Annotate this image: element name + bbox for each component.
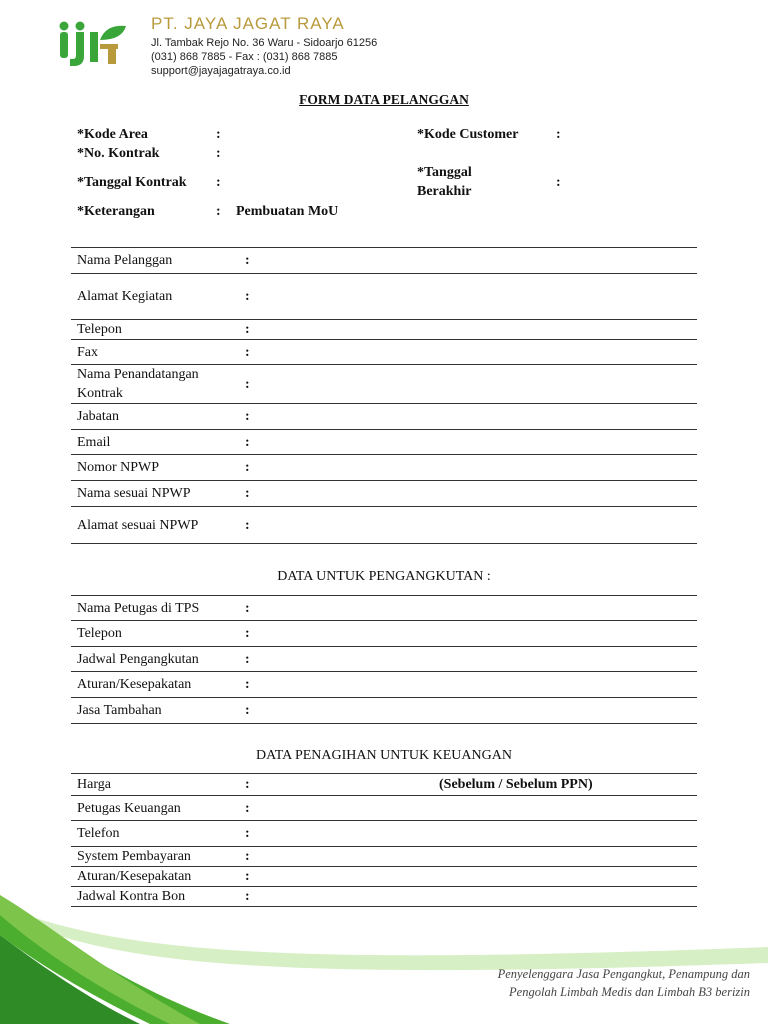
- row-colon: :: [245, 774, 263, 796]
- row-colon: :: [245, 365, 263, 404]
- company-name: PT. JAYA JAGAT RAYA: [151, 14, 345, 33]
- field-colon: :: [556, 175, 561, 190]
- table-row[interactable]: [71, 821, 697, 847]
- row-label: Email: [71, 430, 245, 455]
- company-info: [151, 12, 377, 78]
- row-label: Aturan/Kesepakatan: [71, 867, 245, 887]
- field-keterangan[interactable]: [77, 202, 407, 221]
- row-label: Telepon: [71, 621, 245, 647]
- customer-table: [71, 247, 697, 544]
- row-colon: :: [245, 507, 263, 544]
- row-colon: :: [245, 340, 263, 365]
- row-label: Alamat Kegiatan: [71, 274, 245, 320]
- row-colon: :: [245, 596, 263, 621]
- row-label: Aturan/Kesepakatan: [71, 672, 245, 698]
- field-tanggal-kontrak[interactable]: [77, 173, 377, 192]
- row-label: Fax: [71, 340, 245, 365]
- row-label: Nomor NPWP: [71, 455, 245, 481]
- transport-section-title: DATA UNTUK PENGANGKUTAN :: [277, 569, 491, 584]
- table-row[interactable]: [71, 847, 697, 867]
- row-colon: :: [245, 796, 263, 821]
- row-colon: :: [245, 481, 263, 507]
- row-colon: :: [245, 430, 263, 455]
- table-row[interactable]: [71, 672, 697, 698]
- row-label: Jadwal Pengangkutan: [71, 647, 245, 672]
- row-label: Nama sesuai NPWP: [71, 481, 245, 507]
- billing-table: [71, 773, 697, 907]
- row-colon: :: [245, 621, 263, 647]
- company-address: Jl. Tambak Rejo No. 36 Waru - Sidoarjo 61256: [151, 37, 378, 49]
- field-kode-area[interactable]: [77, 125, 377, 144]
- row-label: Harga: [71, 774, 245, 796]
- table-row[interactable]: [71, 596, 697, 621]
- field-kode-customer[interactable]: [417, 125, 697, 144]
- table-row[interactable]: [71, 774, 697, 796]
- row-colon: :: [245, 887, 263, 907]
- field-colon: :: [556, 127, 561, 142]
- row-label: Alamat sesuai NPWP: [71, 507, 245, 544]
- field-value: Pembuatan MoU: [236, 204, 339, 219]
- row-label: Nama Penandatangan Kontrak: [71, 365, 245, 404]
- table-row[interactable]: [71, 647, 697, 672]
- company-email: support@jayajagatraya.co.id: [151, 65, 291, 77]
- field-label: *Kode Customer: [417, 127, 519, 142]
- table-row[interactable]: [71, 621, 697, 647]
- table-row[interactable]: [71, 507, 697, 544]
- row-colon: :: [245, 647, 263, 672]
- billing-section-title: DATA PENAGIHAN UNTUK KEUANGAN: [256, 748, 512, 763]
- row-colon: :: [245, 274, 263, 320]
- row-label: Jasa Tambahan: [71, 698, 245, 724]
- row-colon: :: [245, 455, 263, 481]
- row-colon: :: [245, 404, 263, 430]
- table-row[interactable]: [71, 248, 697, 274]
- row-label: Jadwal Kontra Bon: [71, 887, 245, 907]
- footer-tagline: [498, 965, 750, 1001]
- form-title: FORM DATA PELANGGAN: [299, 92, 469, 107]
- row-colon: :: [245, 867, 263, 887]
- field-label: *Keterangan: [77, 204, 155, 219]
- row-label: Nama Petugas di TPS: [71, 596, 245, 621]
- field-no-kontrak[interactable]: [77, 144, 377, 163]
- field-label: *Kode Area: [77, 127, 148, 142]
- table-row[interactable]: [71, 867, 697, 887]
- table-row[interactable]: [71, 481, 697, 507]
- row-label: Telefon: [71, 821, 245, 847]
- table-row[interactable]: [71, 274, 697, 320]
- row-colon: :: [245, 248, 263, 274]
- field-colon: :: [216, 127, 221, 142]
- footer: [0, 895, 768, 1024]
- row-label: Petugas Keuangan: [71, 796, 245, 821]
- table-row[interactable]: [71, 404, 697, 430]
- tagline-line1: Penyelenggara Jasa Pengangkut, Penampung dan: [497, 967, 750, 981]
- row-colon: :: [245, 821, 263, 847]
- footer-wave-decoration: [0, 895, 768, 1024]
- field-tanggal-berakhir[interactable]: [417, 163, 697, 201]
- row-label: System Pembayaran: [71, 847, 245, 867]
- company-logo: [58, 18, 142, 68]
- row-label: Nama Pelanggan: [71, 248, 245, 274]
- table-row[interactable]: [71, 430, 697, 455]
- price-note: (Sebelum / Sebelum PPN): [263, 774, 697, 796]
- field-colon: :: [216, 204, 221, 219]
- field-label-line2: Berakhir: [417, 184, 472, 199]
- field-colon: :: [216, 175, 221, 190]
- row-label: Jabatan: [71, 404, 245, 430]
- field-colon: :: [216, 146, 221, 161]
- row-colon: :: [245, 698, 263, 724]
- row-colon: :: [245, 847, 263, 867]
- tagline-line2: Pengolah Limbah Medis dan Limbah B3 berizin: [509, 985, 750, 999]
- table-row[interactable]: [71, 455, 697, 481]
- row-label: Telepon: [71, 320, 245, 340]
- field-label: *Tanggal Kontrak: [77, 175, 187, 190]
- letterhead: [58, 12, 458, 84]
- table-row[interactable]: [71, 320, 697, 340]
- row-colon: :: [245, 320, 263, 340]
- table-row[interactable]: [71, 796, 697, 821]
- table-row[interactable]: [71, 365, 697, 404]
- field-label: *No. Kontrak: [77, 146, 160, 161]
- transport-table: [71, 595, 697, 724]
- table-row[interactable]: [71, 698, 697, 724]
- field-label-line1: *Tanggal: [417, 165, 472, 180]
- company-phone: (031) 868 7885 - Fax : (031) 868 7885: [151, 51, 338, 63]
- table-row[interactable]: [71, 340, 697, 365]
- row-colon: :: [245, 672, 263, 698]
